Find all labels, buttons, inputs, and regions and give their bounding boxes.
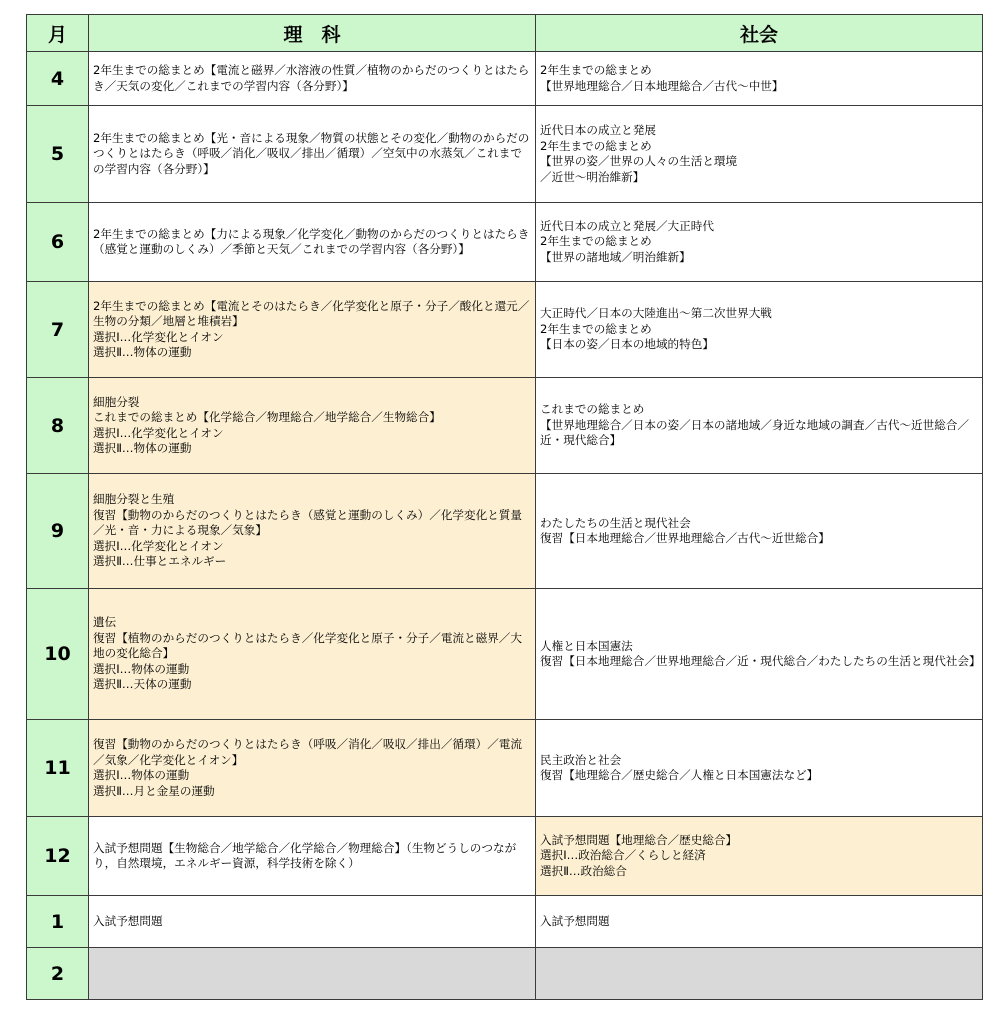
month-cell: 8	[27, 378, 89, 474]
science-cell: 遺伝 復習【植物のからだのつくりとはたらき／化学変化と原子・分子／電流と磁界／大地の変化総合】 選択Ⅰ…物体の運動 選択Ⅱ…天体の運動	[89, 589, 536, 720]
science-cell: 入試予想問題【生物総合／地学総合／化学総合／物理総合】（生物どうしのつながり，自然環境，エネルギー資源，科学技術を除く）	[89, 817, 536, 896]
science-cell: 細胞分裂 これまでの総まとめ【化学総合／物理総合／地学総合／生物総合】 選択Ⅰ…化学変化とイオン 選択Ⅱ…物体の運動	[89, 378, 536, 474]
science-cell: 入試予想問題	[89, 896, 536, 948]
month-cell: 11	[27, 720, 89, 817]
table-row	[27, 817, 983, 896]
month-cell: 4	[27, 52, 89, 106]
month-cell: 6	[27, 203, 89, 282]
table-row	[27, 106, 983, 203]
science-cell: 2年生までの総まとめ【力による現象／化学変化／動物のからだのつくりとはたらき（感覚と運動のしくみ）／季節と天気／これまでの学習内容（各分野）】	[89, 203, 536, 282]
social-cell: 人権と日本国憲法 復習【日本地理総合／世界地理総合／近・現代総合／わたしたちの生活と現代社会】	[536, 589, 983, 720]
curriculum-table	[26, 14, 983, 1000]
social-cell	[536, 948, 983, 1000]
table-row	[27, 282, 983, 378]
social-cell: これまでの総まとめ 【世界地理総合／日本の姿／日本の諸地域／身近な地域の調査／古代～近世総合／近・現代総合】	[536, 378, 983, 474]
social-cell: 2年生までの総まとめ 【世界地理総合／日本地理総合／古代～中世】	[536, 52, 983, 106]
science-cell: 2年生までの総まとめ【電流と磁界／水溶液の性質／植物のからだのつくりとはたらき／天気の変化／これまでの学習内容（各分野）】	[89, 52, 536, 106]
table-row	[27, 720, 983, 817]
science-cell	[89, 948, 536, 1000]
social-cell: 入試予想問題【地理総合／歴史総合】 選択Ⅰ…政治総合／くらしと経済 選択Ⅱ…政治総合	[536, 817, 983, 896]
science-cell: 2年生までの総まとめ【光・音による現象／物質の状態とその変化／動物のからだのつくりとはたらき（呼吸／消化／吸収／排出／循環）／空気中の水蒸気／これまでの学習内容（各分野）】	[89, 106, 536, 203]
social-cell: 近代日本の成立と発展 2年生までの総まとめ 【世界の姿／世界の人々の生活と環境 ／近世～明治維新】	[536, 106, 983, 203]
curriculum-table-wrapper	[26, 14, 983, 1000]
month-cell: 9	[27, 474, 89, 589]
social-cell: 入試予想問題	[536, 896, 983, 948]
month-cell: 12	[27, 817, 89, 896]
table-row	[27, 948, 983, 1000]
month-cell: 2	[27, 948, 89, 1000]
table-row	[27, 52, 983, 106]
table-row	[27, 896, 983, 948]
table-row	[27, 378, 983, 474]
header-month: 月	[27, 15, 89, 52]
month-cell: 7	[27, 282, 89, 378]
science-cell: 復習【動物のからだのつくりとはたらき（呼吸／消化／吸収／排出／循環）／電流／気象／化学変化とイオン】 選択Ⅰ…物体の運動 選択Ⅱ…月と金星の運動	[89, 720, 536, 817]
header-row	[27, 15, 983, 52]
table-row	[27, 589, 983, 720]
header-science: 理 科	[89, 15, 536, 52]
table-row	[27, 474, 983, 589]
table-row	[27, 203, 983, 282]
science-cell: 2年生までの総まとめ【電流とそのはたらき／化学変化と原子・分子／酸化と還元／生物の分類／地層と堆積岩】 選択Ⅰ…化学変化とイオン 選択Ⅱ…物体の運動	[89, 282, 536, 378]
month-cell: 5	[27, 106, 89, 203]
social-cell: 民主政治と社会 復習【地理総合／歴史総合／人権と日本国憲法など】	[536, 720, 983, 817]
social-cell: 大正時代／日本の大陸進出～第二次世界大戦 2年生までの総まとめ 【日本の姿／日本の地域的特色】	[536, 282, 983, 378]
social-cell: 近代日本の成立と発展／大正時代 2年生までの総まとめ 【世界の諸地域／明治維新】	[536, 203, 983, 282]
social-cell: わたしたちの生活と現代社会 復習【日本地理総合／世界地理総合／古代～近世総合】	[536, 474, 983, 589]
month-cell: 10	[27, 589, 89, 720]
header-social: 社会	[536, 15, 983, 52]
science-cell: 細胞分裂と生殖 復習【動物のからだのつくりとはたらき（感覚と運動のしくみ）／化学変化と質量／光・音・力による現象／気象】 選択Ⅰ…化学変化とイオン 選択Ⅱ…仕事とエネルギー	[89, 474, 536, 589]
month-cell: 1	[27, 896, 89, 948]
